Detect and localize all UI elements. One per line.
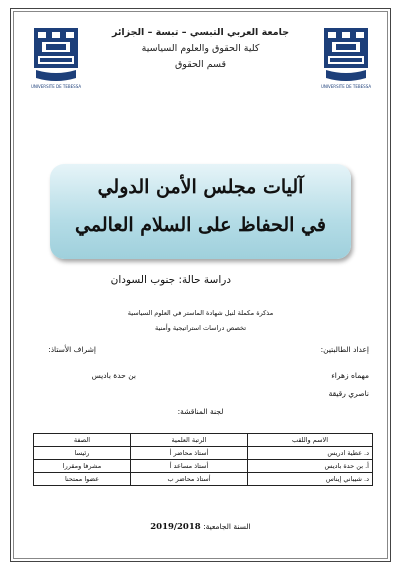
academic-year xyxy=(0,522,401,532)
faculty-name: كلية الحقوق والعلوم السياسية xyxy=(141,43,260,54)
column-header: الاسم واللقب xyxy=(248,434,373,447)
memo-line2: تخصص دراسات استراتيجية وأمنية xyxy=(154,324,247,332)
thesis-title-line1: آليات مجلس الأمن الدولي xyxy=(97,176,304,198)
academic-year-value: 2019/2018 xyxy=(150,522,201,532)
logo-caption: UNIVERSITE DE TEBESSA xyxy=(30,84,82,89)
table-row xyxy=(34,473,373,486)
department-name: قسم الحقوق xyxy=(174,59,227,70)
jury-member-name: أ. بن حدة باديس xyxy=(248,460,373,473)
jury-member-rank: أستاذ محاضر أ xyxy=(131,447,248,460)
supervisor-name: بن حدة باديس xyxy=(91,371,136,380)
table-header-row xyxy=(34,434,373,447)
university-name: جامعة العربي التبسي – تبسة – الجزائر xyxy=(111,27,290,38)
logo-emblem-icon xyxy=(30,26,82,84)
thesis-title-line2: في الحفاظ على السلام العالمي xyxy=(75,214,326,236)
jury-member-name: د. عطية ادريس xyxy=(248,447,373,460)
university-logo-left xyxy=(30,26,82,96)
academic-year-label: السنة الجامعية: xyxy=(203,522,251,531)
jury-label: لجنة المناقشة: xyxy=(177,407,224,416)
column-header: الصفة xyxy=(34,434,131,447)
jury-member-role: رئيسا xyxy=(34,447,131,460)
student-name: مهماه زهراء xyxy=(331,371,369,380)
logo-caption: UNIVERSITE DE TEBESSA xyxy=(320,84,372,89)
column-header: الرتبة العلمية xyxy=(131,434,248,447)
jury-member-rank: أستاذ محاضر ب xyxy=(131,473,248,486)
table-row xyxy=(34,460,373,473)
table-row xyxy=(34,447,373,460)
supervisor-label: إشراف الأستاذ: xyxy=(48,345,96,354)
jury-member-role: مشرفا ومقررا xyxy=(34,460,131,473)
memo-line1: مذكرة مكملة لنيل شهادة الماستر في العلوم السياسية xyxy=(127,309,274,317)
student-name: ناصري رقيقة xyxy=(328,389,369,398)
jury-member-rank: أستاذ مساعد أ xyxy=(131,460,248,473)
jury-table xyxy=(33,433,373,486)
jury-member-role: عضوا ممتحنا xyxy=(34,473,131,486)
prepared-by-label: إعداد الطالبتين: xyxy=(320,345,369,354)
case-study: دراسة حالة: جنوب السودان xyxy=(110,274,231,286)
logo-emblem-icon xyxy=(320,26,372,84)
university-logo-right xyxy=(320,26,372,96)
jury-member-name: د. شيباني إيناس xyxy=(248,473,373,486)
